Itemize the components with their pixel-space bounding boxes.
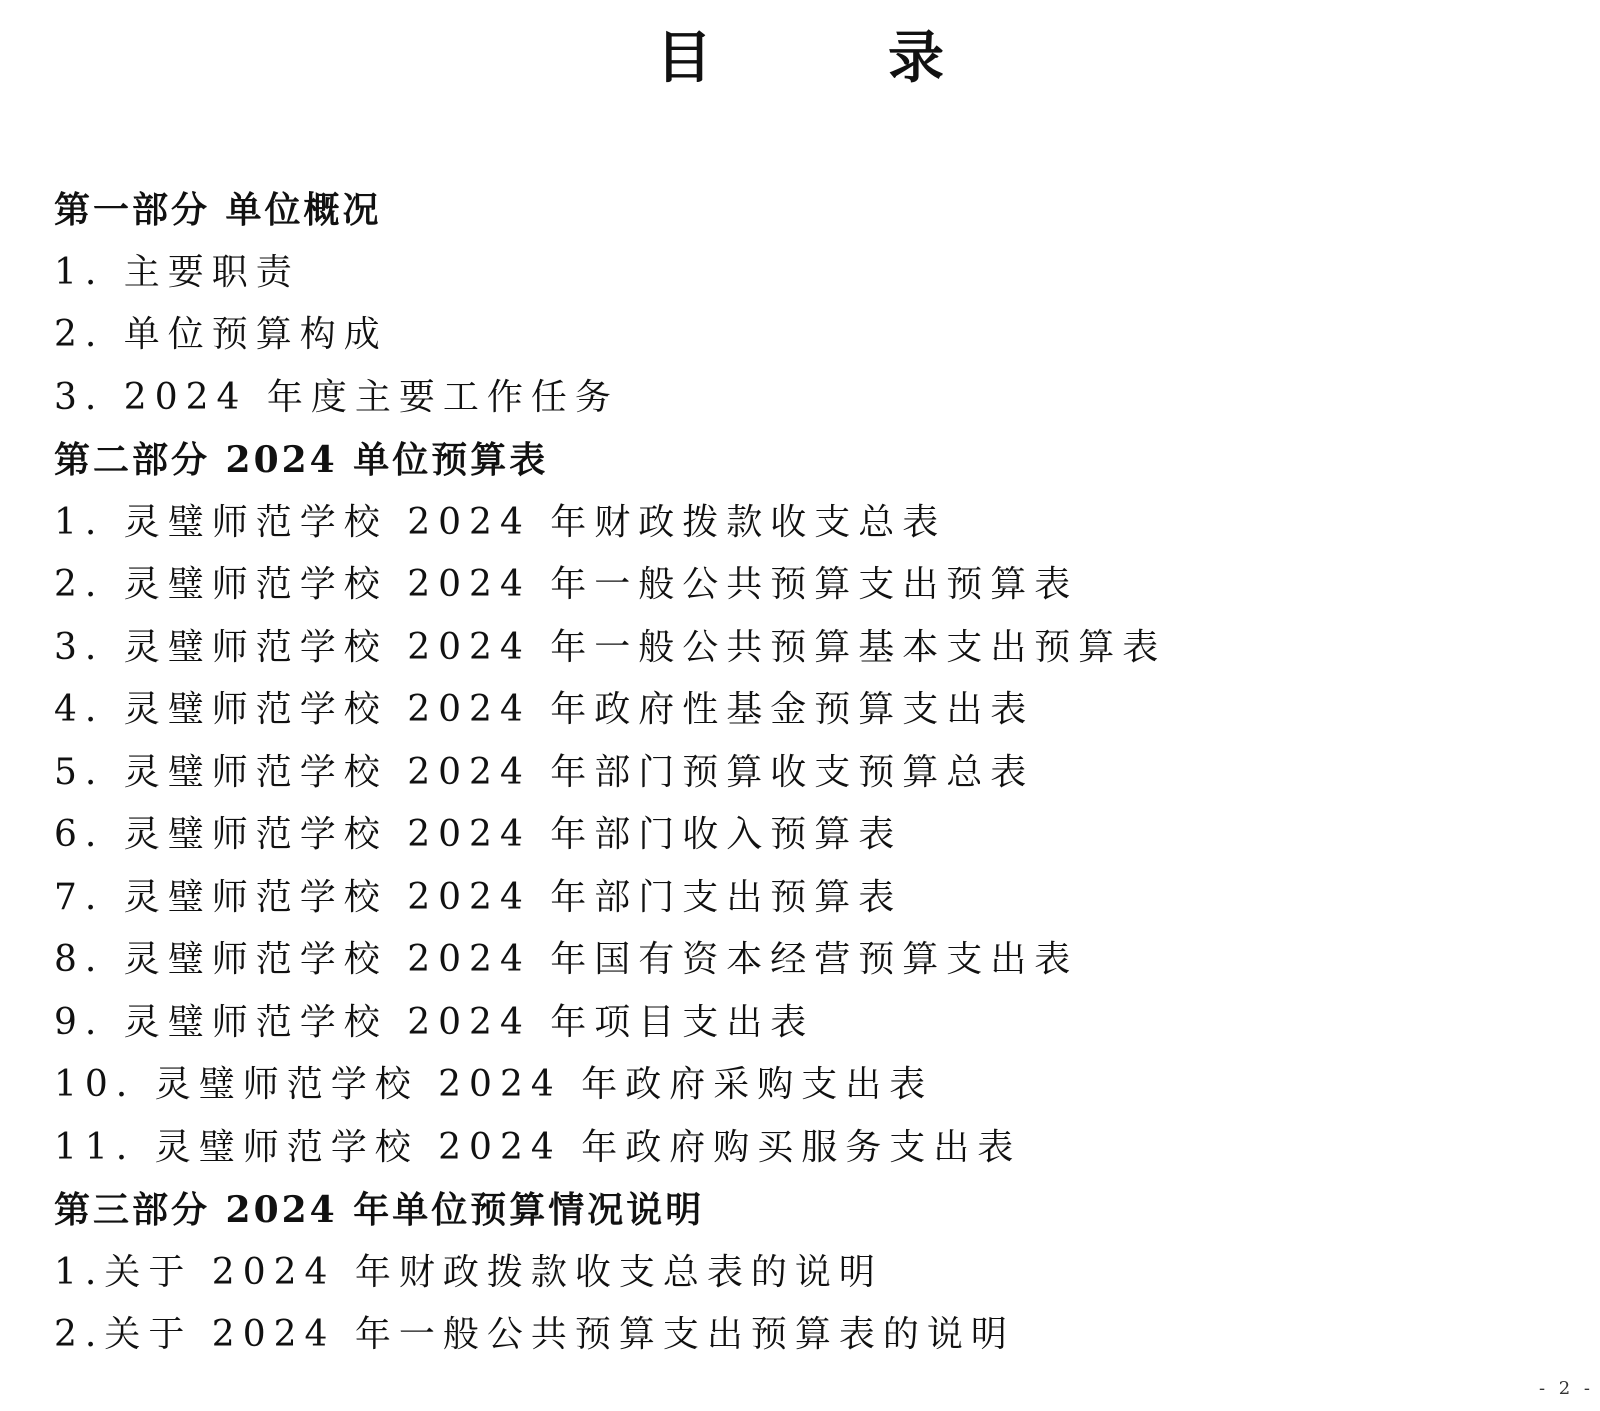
page-title: 目 录 — [656, 26, 1004, 91]
page-number: - 2 - — [1538, 1378, 1594, 1399]
toc-item: 7. 灵璧师范学校 2024 年部门支出预算表 — [54, 876, 903, 918]
toc-item: 3. 2024 年度主要工作任务 — [54, 376, 619, 418]
toc-item: 10. 灵璧师范学校 2024 年政府采购支出表 — [54, 1064, 934, 1105]
toc-item: 1.关于 2024 年财政拨款收支总表的说明 — [54, 1251, 883, 1293]
toc-section-part-2: 第二部分 2024 单位预算表 — [54, 439, 549, 481]
toc-item: 3. 灵璧师范学校 2024 年一般公共预算基本支出预算表 — [54, 626, 1167, 668]
toc-item: 8. 灵璧师范学校 2024 年国有资本经营预算支出表 — [54, 939, 1079, 980]
toc-item: 9. 灵璧师范学校 2024 年项目支出表 — [54, 1001, 815, 1043]
toc-item: 2. 灵璧师范学校 2024 年一般公共预算支出预算表 — [54, 564, 1079, 605]
toc-section-part-3: 第三部分 2024 年单位预算情况说明 — [54, 1189, 705, 1231]
table-of-contents — [54, 179, 1554, 1367]
toc-section-part-1: 第一部分 单位概况 — [54, 189, 382, 231]
toc-item: 6. 灵璧师范学校 2024 年部门收入预算表 — [54, 814, 903, 855]
toc-item: 1. 灵璧师范学校 2024 年财政拨款收支总表 — [54, 501, 947, 543]
toc-item: 11. 灵璧师范学校 2024 年政府购买服务支出表 — [54, 1126, 1022, 1168]
toc-item: 5. 灵璧师范学校 2024 年部门预算收支预算总表 — [54, 751, 1035, 793]
toc-item: 1. 主要职责 — [54, 251, 300, 293]
toc-item: 2.关于 2024 年一般公共预算支出预算表的说明 — [54, 1314, 1015, 1355]
toc-item: 4. 灵璧师范学校 2024 年政府性基金预算支出表 — [54, 689, 1035, 730]
toc-item: 2. 单位预算构成 — [54, 314, 388, 355]
